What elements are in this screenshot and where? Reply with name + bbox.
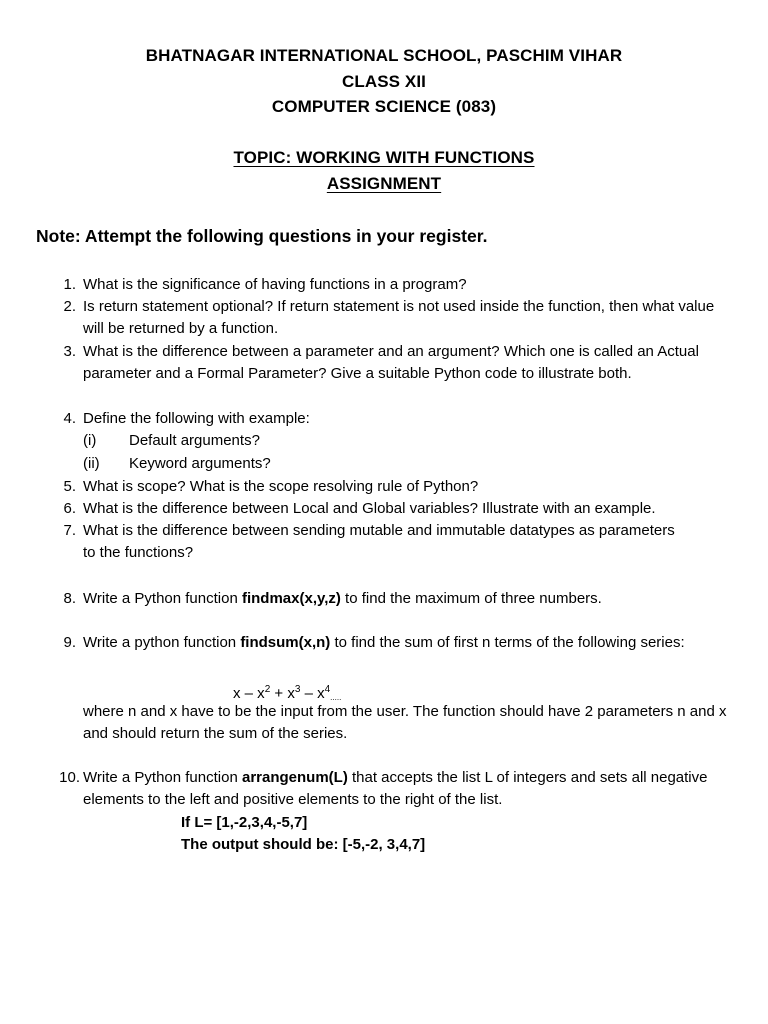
question-3-number: 3. xyxy=(63,343,76,360)
question-1-number: 1. xyxy=(63,276,76,293)
question-9-function-name: findsum(x,n) xyxy=(240,634,331,651)
question-7-text: What is the difference between sending mutable and immutable datatypes as parameters to the functions? xyxy=(83,522,675,562)
question-5-text: What is scope? What is the scope resolving rule of Python? xyxy=(83,478,479,495)
topic-title xyxy=(0,148,768,168)
question-9-text xyxy=(83,632,733,654)
question-10-text xyxy=(83,767,733,812)
question-4-sub-1-text: Default arguments? xyxy=(129,432,260,449)
class-name: CLASS XII xyxy=(341,72,427,91)
note-text: Note: Attempt the following questions in your register. xyxy=(36,226,488,246)
assignment-title xyxy=(0,174,768,194)
question-9-pre: Write a python function xyxy=(83,634,241,651)
question-4-sub-1-number: (i) xyxy=(83,432,97,449)
school-name: BHATNAGAR INTERNATIONAL SCHOOL, PASCHIM VIHAR xyxy=(145,46,623,65)
question-10-function-name: arrangenum(L) xyxy=(241,769,348,786)
question-4-sub-2-text: Keyword arguments? xyxy=(129,455,271,472)
question-8-number: 8. xyxy=(63,590,76,607)
question-3-text: What is the difference between a parameter and an argument? Which one is called an Actual parameter and a Formal Parameter? Give a suitable Python code to illustrate both. xyxy=(83,343,699,383)
question-1-text: What is the significance of having functions in a program? xyxy=(83,276,467,293)
question-6-text: What is the difference between Local and Global variables? Illustrate with an example. xyxy=(83,500,656,517)
series-expression: $x - x^2 + x^3 - x^4_{.....}$ xyxy=(233,684,342,702)
question-10-pre: Write a Python function xyxy=(83,769,242,786)
question-9-post: to find the sum of first n terms of the following series: xyxy=(330,634,685,651)
question-9-number: 9. xyxy=(63,634,76,651)
question-10-example-input: If L= [1,-2,3,4,-5,7] xyxy=(181,814,308,831)
question-10-post: that accepts the list L of integers and sets all negative elements to the left and positive elements to the right of the list. xyxy=(83,769,708,809)
question-4-sub-2-number: (ii) xyxy=(83,455,100,472)
question-5-number: 5. xyxy=(63,478,76,495)
question-10-number: 10. xyxy=(59,769,80,786)
subject-name: COMPUTER SCIENCE (083) xyxy=(271,97,497,116)
question-10-example-output: The output should be: [-5,-2, 3,4,7] xyxy=(181,836,426,853)
topic-text: TOPIC: WORKING WITH FUNCTIONS xyxy=(233,148,535,167)
question-6-number: 6. xyxy=(63,500,76,517)
question-9-continuation: where n and x have to be the input from the user. The function should have 2 parameters n and x and should return the sum of the series. xyxy=(83,703,727,743)
question-8-function-name: findmax(x,y,z) xyxy=(241,590,341,607)
question-8-text xyxy=(83,588,733,610)
question-7-number: 7. xyxy=(63,522,76,539)
question-2-text: Is return statement optional? If return statement is not used inside the function, then what value will be returned by a function. xyxy=(83,298,715,338)
question-4-number: 4. xyxy=(63,410,76,427)
assignment-text: ASSIGNMENT xyxy=(326,174,442,193)
question-8-pre: Write a Python function xyxy=(83,590,242,607)
question-2-number: 2. xyxy=(63,298,76,315)
question-8-post: to find the maximum of three numbers. xyxy=(340,590,602,607)
question-4-text: Define the following with example: xyxy=(83,410,310,427)
